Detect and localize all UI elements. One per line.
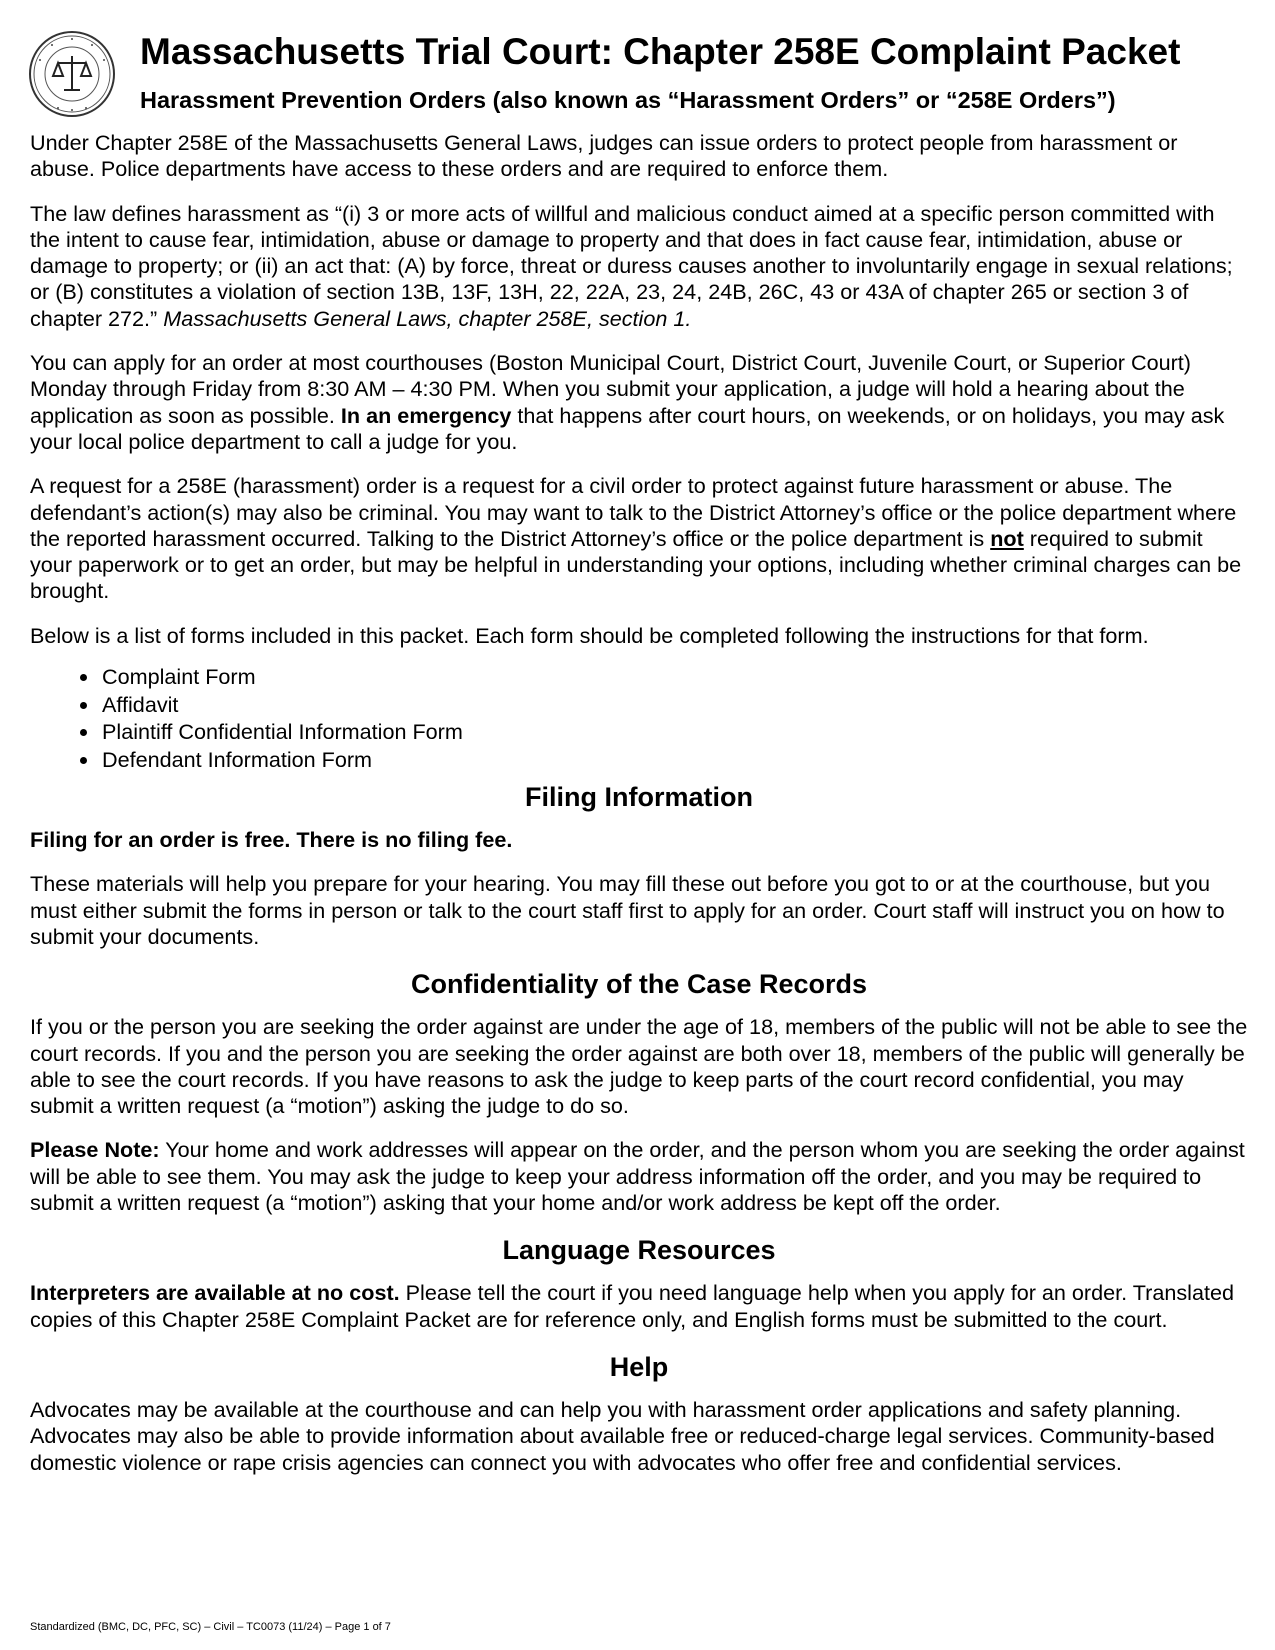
emergency-text: that happens after court hours, on weekends, or on holidays, you may ask your local police department to call a judge for you. bbox=[30, 402, 1225, 454]
please-note-text: Your home and work addresses will appear on the order, and the person whom you are seeking the order against will be able to see them. You may ask the judge to keep your address information off the order, and you may be required to submit a written request (a “motion”) asking that your home and/or work address be kept off the order. bbox=[30, 1137, 1245, 1216]
list-item: • Defendant Information Form bbox=[100, 746, 1248, 774]
harassment-definition: The law defines harassment as “(i) 3 or more acts of willful and malicious conduct aimed at a specific person committed with the intent to cause fear, intimidation, abuse or damage to property and that does in fact cause fear, intimidation, abuse or damage to property; or (ii) an act that: (A) by force, threat or duress causes another to involuntarily engage in sexual relations; or (B) constitutes a violation of section 13B, 13F, 13H, 22, 22A, 23, 24, 24B, 26C, 43 or 43A of chapter 265 or section 3 of chapter 272.” bbox=[30, 200, 1233, 331]
page-subtitle: Harassment Prevention Orders (also known as “Harassment Orders” or “258E Orders”) bbox=[140, 87, 1116, 113]
filing-fee-note: Filing for an order is free. There is no filing fee. bbox=[30, 827, 513, 853]
interpreters-label: Interpreters are available at no cost. bbox=[30, 1280, 400, 1306]
please-note-paragraph bbox=[30, 1137, 1248, 1216]
forms-intro: Below is a list of forms included in this packet. Each form should be completed following the instructions for that form. bbox=[30, 622, 1149, 648]
page-footer: Standardized (BMC, DC, PFC, SC) – Civil – TC0073 (11/24) – Page 1 of 7 bbox=[30, 1621, 391, 1633]
language-text: Please tell the court if you need language help when you apply for an order. Translated copies of this Chapter 258E Complaint Packet are for reference only, and English forms must be submitted to the court. bbox=[30, 1280, 1234, 1332]
confidentiality-heading: Confidentiality of the Case Records bbox=[410, 969, 868, 1000]
language-heading: Language Resources bbox=[502, 1235, 776, 1266]
list-item: • Plaintiff Confidential Information Form bbox=[100, 718, 1248, 746]
law-citation: Massachusetts General Laws, chapter 258E, section 1. bbox=[163, 305, 692, 331]
help-paragraph: Advocates may be available at the courthouse and can help you with harassment order applications and safety planning. Advocates may also be able to provide information about available free or reduced-charge legal services. Community-based domestic violence or rape crisis agencies can connect you with advocates who offer free and confidential services. bbox=[30, 1396, 1215, 1475]
help-heading: Help bbox=[609, 1351, 669, 1382]
criminal-info-text-end: required to submit your paperwork or to get an order, but may be helpful in understanding your options, including whether criminal charges can be brought. bbox=[30, 525, 1242, 604]
list-item: • Complaint Form bbox=[100, 663, 1248, 691]
filing-heading: Filing Information bbox=[525, 782, 753, 813]
emergency-label: In an emergency bbox=[340, 402, 512, 428]
page-title: Massachusetts Trial Court: Chapter 258E Complaint Packet bbox=[140, 31, 1181, 72]
intro-paragraph-4 bbox=[30, 473, 1248, 604]
confidentiality-paragraph: If you or the person you are seeking the order against are under the age of 18, members of the public will not be able to see the court records. If you and the person you are seeking the order against are both over 18, members of the public will generally be able to see the court records. If you have reasons to ask the judge to keep parts of the court record confidential, you may submit a written request (a “motion”) asking the judge to do so. bbox=[30, 1014, 1248, 1119]
forms-list bbox=[30, 663, 1248, 773]
court-seal-icon bbox=[28, 30, 116, 118]
document-body bbox=[30, 130, 1248, 1494]
list-item: • Affidavit bbox=[100, 691, 1248, 719]
apply-info-text: You can apply for an order at most courthouses (Boston Municipal Court, District Court, Juvenile Court, or Superior Court) Monday through Friday from 8:30 AM – 4:30 PM. When you submit your application, a judge will hold a hearing about the application as soon as possible. bbox=[30, 350, 1191, 428]
please-note-label: Please Note: bbox=[30, 1137, 160, 1163]
criminal-info-text: A request for a 258E (harassment) order is a request for a civil order to protect against future harassment or abuse. The defendant’s action(s) may also be criminal. You may want to talk to the District Attorney’s office or the police department where the reported harassment occurred. Talking to the District Attorney’s office or the police department is bbox=[30, 473, 1237, 551]
language-paragraph bbox=[30, 1280, 1248, 1333]
filing-paragraph: These materials will help you prepare for your hearing. You may fill these out before you got to or at the courthouse, but you must either submit the forms in person or talk to the court staff first to apply for an order. Court staff will instruct you on how to submit your documents. bbox=[30, 871, 1225, 949]
intro-paragraph-3 bbox=[30, 350, 1248, 455]
intro-paragraph-2 bbox=[30, 201, 1248, 332]
intro-paragraph-1: Under Chapter 258E of the Massachusetts General Laws, judges can issue orders to protect people from harassment or abuse. Police departments have access to these orders and are required to enforce them. bbox=[30, 130, 1178, 182]
not-emphasis: not bbox=[990, 525, 1024, 551]
